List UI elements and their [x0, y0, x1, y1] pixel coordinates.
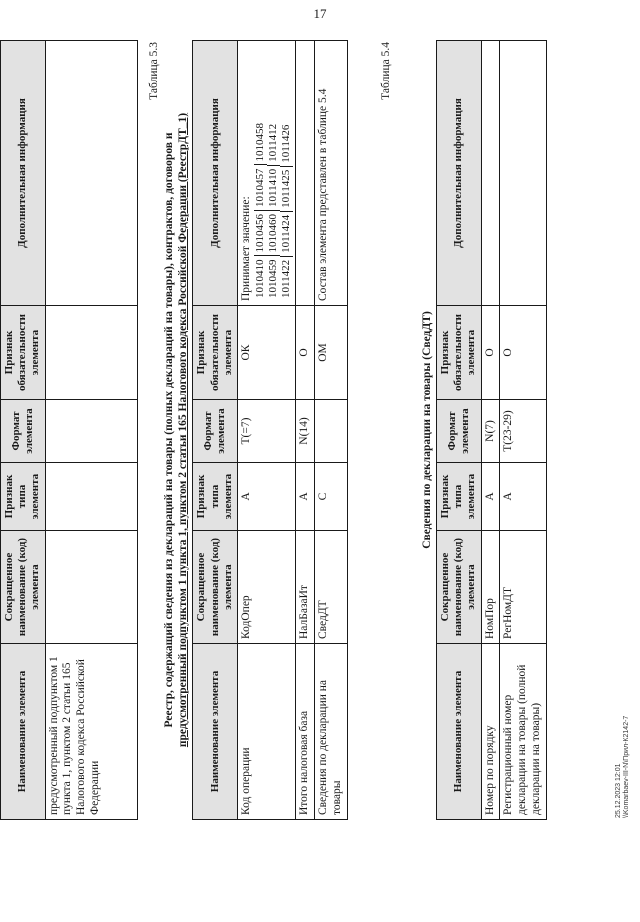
cell-obligation: ОК: [237, 306, 295, 400]
operation-code: 1010410: [254, 256, 267, 302]
cell-format: N(7): [481, 400, 500, 463]
table-row: [500, 41, 546, 820]
cell-code: НалБазаИт: [296, 531, 315, 644]
cell-obligation: О: [481, 306, 500, 400]
continuation-table: [0, 40, 138, 820]
operation-code: 1010460: [267, 210, 280, 256]
operation-code: 1011410: [267, 165, 280, 210]
cell-info: [237, 41, 295, 306]
table-5-4-title: Сведения по декларации на товары (СведДТ): [420, 311, 433, 549]
col-header-obligation: Признак обязательности элемента: [1, 306, 46, 400]
col-header-info: Дополнительная информация: [437, 41, 482, 306]
col-header-code: Сокращенное наименование (код) элемента: [1, 531, 46, 644]
code-row: [254, 45, 267, 301]
operation-code: 1011425: [280, 166, 293, 211]
cell-format: [45, 400, 137, 463]
footer-file-path: \\Komarbaev-III-N\Прил-К2142-7: [623, 715, 631, 818]
col-header-code: Сокращенное наименование (код) элемента: [437, 531, 482, 644]
cell-obligation: [45, 306, 137, 400]
table-row: [45, 41, 137, 820]
info-prefix: Принимает значение:: [239, 196, 252, 301]
operation-code: 1011426: [280, 124, 293, 163]
operation-code: 1011412: [266, 123, 279, 162]
document-footer: [615, 716, 633, 818]
cell-name: предусмотренный подпунктом 1 пункта 1, пунктом 2 статьи 165 Налогового кодекса Российской Федерации: [45, 644, 137, 820]
cell-format: [315, 400, 348, 463]
cell-type: А: [481, 463, 500, 531]
cell-code: РегНомДТ: [500, 531, 546, 644]
cell-name: Сведения по декларации на товары: [315, 644, 348, 820]
cell-type: А: [296, 463, 315, 531]
cell-name: Итого налоговая база: [296, 644, 315, 820]
operation-code: 1010458: [253, 123, 266, 162]
cell-obligation: ОМ: [315, 306, 348, 400]
cell-code: КодОпер: [237, 531, 295, 644]
table-header-row: [1, 41, 46, 820]
cell-info: [500, 41, 546, 306]
table-5-4: [436, 40, 547, 820]
operation-code: 1010456: [254, 210, 267, 256]
table-5-3-label: Таблица 5.3: [147, 42, 160, 100]
cell-name: Номер по порядку: [481, 644, 500, 820]
col-header-info: Дополнительная информация: [193, 41, 238, 306]
col-header-code: Сокращенное наименование (код) элемента: [193, 531, 238, 644]
operation-code: 1010457: [254, 165, 267, 211]
operation-code: 1011424: [280, 211, 293, 256]
col-header-name: Наименование элемента: [193, 644, 238, 820]
cell-type: А: [237, 463, 295, 531]
cell-format: T(23-29): [500, 400, 546, 463]
col-header-format: Формат элемента: [1, 400, 46, 463]
col-header-type: Признак типа элемента: [1, 463, 46, 531]
page-number: 17: [313, 6, 327, 21]
cell-obligation: О: [500, 306, 546, 400]
table-row: [296, 41, 315, 820]
operation-codes: [254, 45, 294, 301]
table-row: [481, 41, 500, 820]
cell-type: А: [500, 463, 546, 531]
cell-obligation: О: [296, 306, 315, 400]
cell-code: [45, 531, 137, 644]
rotated-content-area: [0, 26, 640, 894]
cell-code: НомПор: [481, 531, 500, 644]
table-row: [237, 41, 295, 820]
table-5-3: [192, 40, 347, 820]
operation-code: 1010459: [267, 256, 280, 302]
footer-timestamp: 25.12.2023 12:01: [614, 763, 622, 818]
cell-type: [45, 463, 137, 531]
cell-info: Состав элемента представлен в таблице 5.4: [315, 41, 348, 306]
col-header-obligation: Признак обязательности элемента: [193, 306, 238, 400]
cell-info: [481, 41, 500, 306]
cell-format: N(14): [296, 400, 315, 463]
table-5-4-label: Таблица 5.4: [379, 42, 392, 100]
landscape-page: [0, 26, 640, 894]
cell-format: T(=7): [237, 400, 295, 463]
operation-code: 1011422: [280, 256, 293, 301]
col-header-info: Дополнительная информация: [1, 41, 46, 306]
col-header-name: Наименование элемента: [1, 644, 46, 820]
cell-info: [296, 41, 315, 306]
table-row: [315, 41, 348, 820]
code-row: [267, 45, 280, 301]
col-header-format: Формат элемента: [437, 400, 482, 463]
col-header-obligation: Признак обязательности элемента: [437, 306, 482, 400]
table-5-3-title-line2: предусмотренный подпунктом 1 пункта 1, пунктом 2 статьи 165 Налогового кодекса Российской Федерации (РеестрДТ_1): [176, 112, 189, 748]
table-5-3-title: [162, 40, 191, 820]
col-header-name: Наименование элемента: [437, 644, 482, 820]
code-row: [280, 45, 293, 301]
cell-type: С: [315, 463, 348, 531]
cell-code: СведДТ: [315, 531, 348, 644]
cell-name: Регистрационный номер декларации на товары (полной декларации на товары): [500, 644, 546, 820]
table-header-row: [193, 41, 238, 820]
col-header-format: Формат элемента: [193, 400, 238, 463]
col-header-type: Признак типа элемента: [193, 463, 238, 531]
table-header-row: [437, 41, 482, 820]
cell-name: Код операции: [237, 644, 295, 820]
col-header-type: Признак типа элемента: [437, 463, 482, 531]
cell-info: [45, 41, 137, 306]
table-5-3-title-line1: Реестр, содержащий сведения из деклараций на товары (полных деклараций на товары), контрактов, договоров и: [162, 132, 175, 728]
